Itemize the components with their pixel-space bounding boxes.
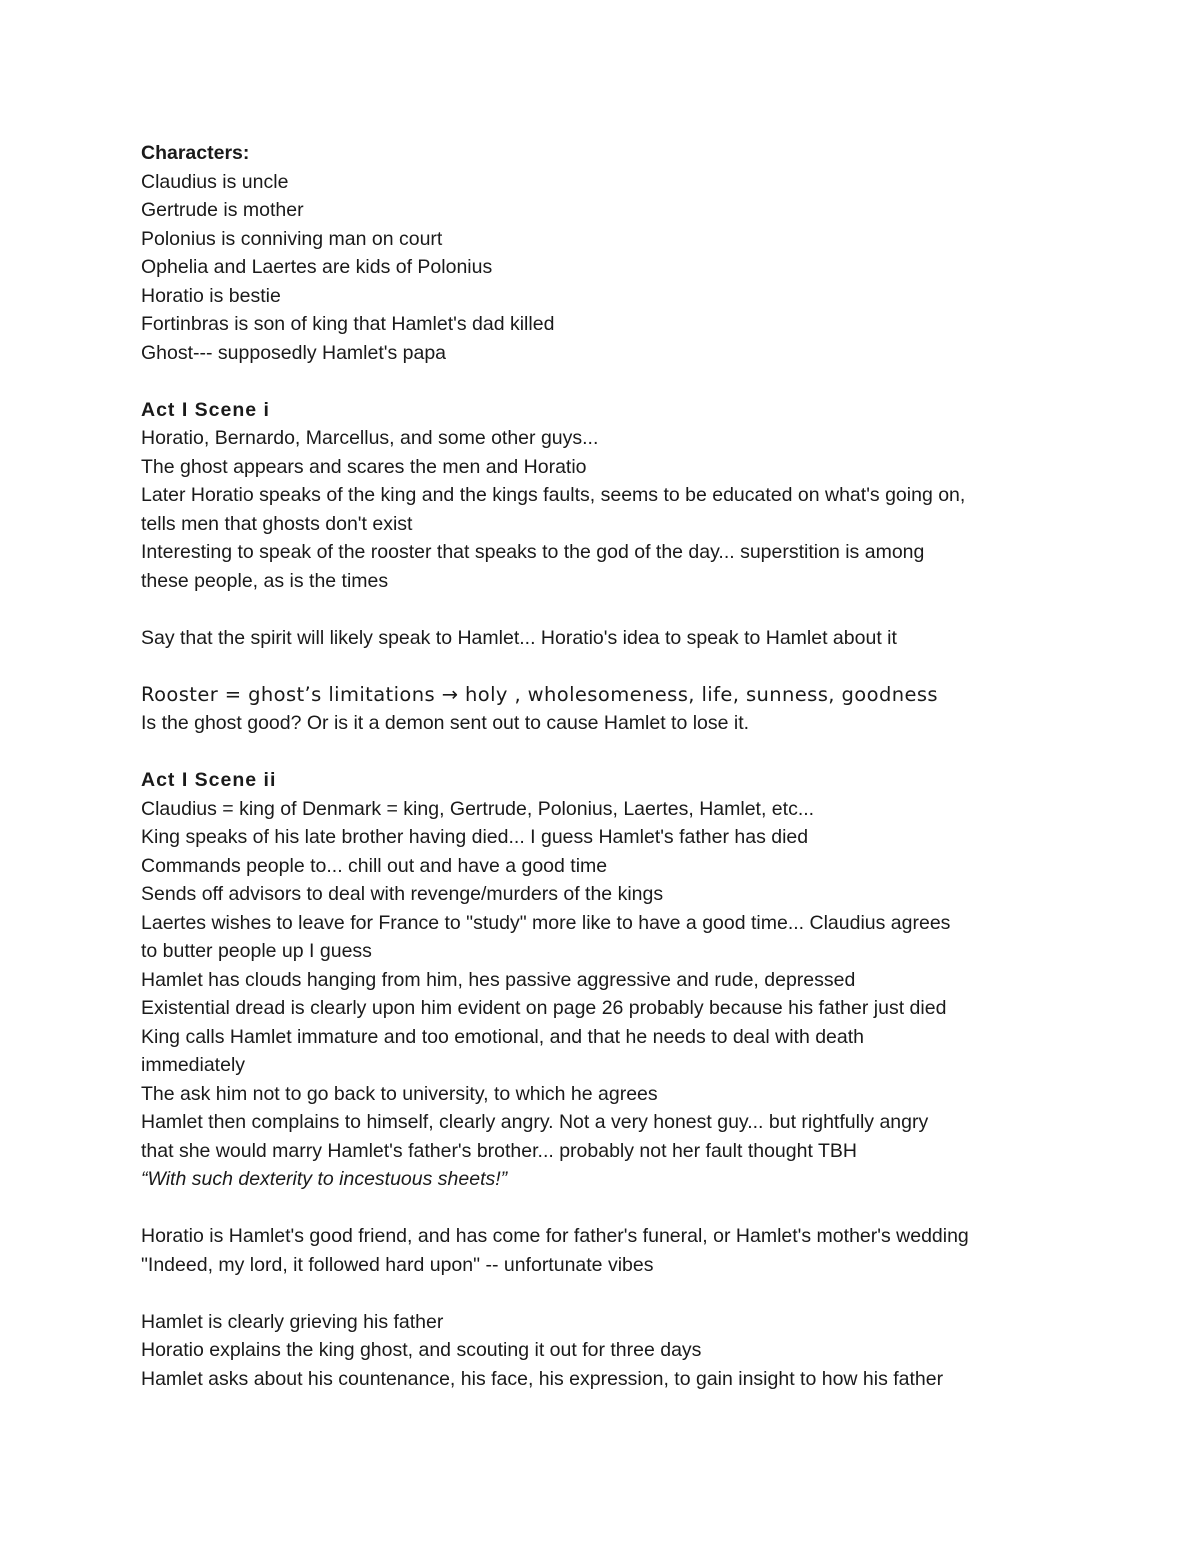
paragraph-spacer	[141, 595, 1071, 624]
note-line: Horatio explains the king ghost, and scouting it out for three days	[141, 1339, 702, 1361]
note-line: Hamlet then complains to himself, clearly angry. Not a very honest guy... but rightfully angry	[141, 1111, 929, 1133]
note-line: Horatio, Bernardo, Marcellus, and some other guys...	[141, 427, 599, 449]
act1-scene1-heading: Act I Scene i	[141, 398, 270, 421]
note-line: Sends off advisors to deal with revenge/murders of the kings	[141, 883, 664, 905]
note-line: Hamlet is clearly grieving his father	[141, 1310, 444, 1333]
paragraph-spacer	[141, 652, 1071, 681]
character-line: Ophelia and Laertes are kids of Polonius	[141, 256, 493, 278]
question-line: Is the ghost good? Or is it a demon sent out to cause Hamlet to lose it.	[141, 712, 750, 734]
note-line: The ask him not to go back to university, to which he agrees	[141, 1082, 658, 1105]
note-line: King speaks of his late brother having died... I guess Hamlet's father has died	[141, 826, 809, 848]
paragraph-spacer	[141, 1279, 1071, 1308]
note-line: Commands people to... chill out and have a good time	[141, 854, 608, 877]
note-line: "Indeed, my lord, it followed hard upon" -- unfortunate vibes	[141, 1253, 654, 1276]
note-line: these people, as is the times	[141, 569, 389, 592]
note-line: Claudius = king of Denmark = king, Gertrude, Polonius, Laertes, Hamlet, etc...	[141, 797, 815, 820]
note-line: Laertes wishes to leave for France to "study" more like to have a good time... Claudius agrees	[141, 911, 951, 934]
note-line: to butter people up I guess	[141, 940, 372, 962]
paragraph-spacer	[141, 738, 1071, 767]
character-line: Horatio is bestie	[141, 284, 281, 307]
note-line: tells men that ghosts don't exist	[141, 512, 413, 535]
note-line: Interesting to speak of the rooster that speaks to the god of the day... superstition is among	[141, 541, 925, 563]
spirit-line: Say that the spirit will likely speak to Hamlet... Horatio's idea to speak to Hamlet about it	[141, 626, 897, 649]
paragraph-spacer	[141, 1194, 1071, 1223]
paragraph-spacer	[141, 367, 1071, 396]
note-line: Existential dread is clearly upon him evident on page 26 probably because his father just died	[141, 997, 947, 1019]
note-line: Hamlet has clouds hanging from him, hes passive aggressive and rude, depressed	[141, 968, 856, 991]
document-page	[141, 139, 1071, 1393]
character-line: Claudius is uncle	[141, 170, 289, 193]
note-line: The ghost appears and scares the men and Horatio	[141, 455, 587, 478]
note-line: that she would marry Hamlet's father's brother... probably not her fault thought TBH	[141, 1139, 857, 1162]
quote-line: “With such dexterity to incestuous sheets!”	[141, 1168, 508, 1190]
act1-scene2-heading: Act I Scene ii	[141, 769, 277, 791]
character-line: Polonius is conniving man on court	[141, 227, 443, 250]
rooster-line: Rooster = ghost’s limitations → holy , wholesomeness, life, sunness, goodness	[141, 682, 938, 706]
characters-heading: Characters:	[141, 142, 250, 164]
character-line: Ghost--- supposedly Hamlet's papa	[141, 341, 447, 364]
note-line: Horatio is Hamlet's good friend, and has come for father's funeral, or Hamlet's mother's wedding	[141, 1225, 969, 1247]
note-line: immediately	[141, 1054, 246, 1076]
character-line: Fortinbras is son of king that Hamlet's dad killed	[141, 313, 555, 335]
note-line: King calls Hamlet immature and too emotional, and that he needs to deal with death	[141, 1025, 865, 1048]
note-line: Later Horatio speaks of the king and the kings faults, seems to be educated on what's going on,	[141, 484, 966, 506]
note-line: Hamlet asks about his countenance, his face, his expression, to gain insight to how his father	[141, 1367, 944, 1390]
character-line: Gertrude is mother	[141, 199, 304, 221]
